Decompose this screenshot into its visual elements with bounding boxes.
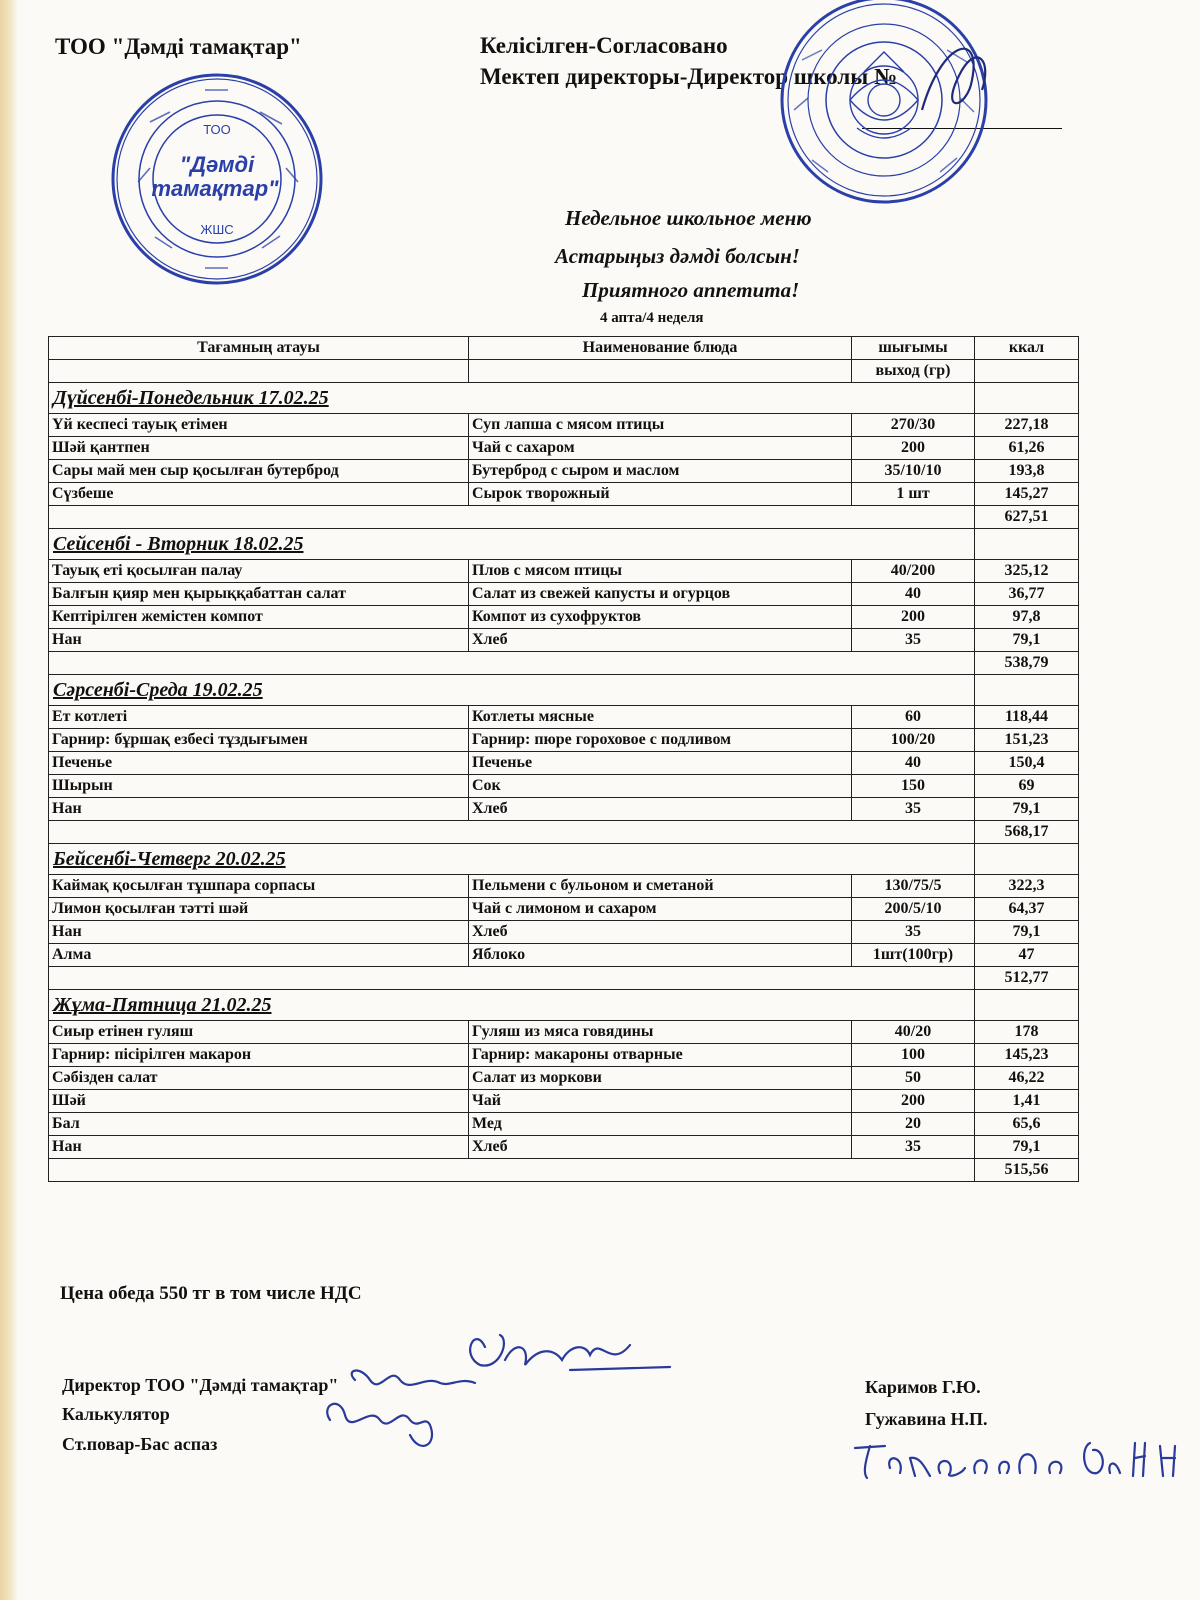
dish-kcal: 97,8 — [975, 606, 1079, 629]
dish-kcal: 47 — [975, 944, 1079, 967]
dish-name-ru: Яблоко — [469, 944, 852, 967]
school-stamp — [772, 0, 997, 205]
dish-yield: 50 — [852, 1067, 975, 1090]
dish-name-ru: Чай — [469, 1090, 852, 1113]
dish-yield: 100 — [852, 1044, 975, 1067]
table-row — [49, 898, 1079, 921]
director-signature-underline — [570, 1367, 670, 1370]
day-name: Жұма-Пятница 21.02.25 — [53, 994, 272, 1016]
week-label: 4 апта/4 неделя — [600, 310, 704, 326]
dish-kcal: 1,41 — [975, 1090, 1079, 1113]
dish-name-kz: Гарнир: бұршақ езбесі тұздығымен — [49, 729, 469, 752]
name-director: Каримов Г.Ю. — [865, 1377, 981, 1397]
day-row — [49, 844, 1079, 875]
table-row — [49, 629, 1079, 652]
menu-wish-ru: Приятного аппетита! — [582, 278, 800, 302]
dish-name-ru: Хлеб — [469, 921, 852, 944]
table-row — [49, 583, 1079, 606]
table-row — [49, 483, 1079, 506]
day-total-row — [49, 967, 1079, 990]
dish-kcal: 118,44 — [975, 706, 1079, 729]
dish-name-kz: Үй кеспесі тауық етімен — [49, 414, 469, 437]
dish-name-kz: Сүзбеше — [49, 483, 469, 506]
stamp-name-2: тамақтар" — [151, 176, 279, 201]
day-empty-cell — [975, 990, 1079, 1021]
dish-kcal: 46,22 — [975, 1067, 1079, 1090]
day-name: Дүйсенбі-Понедельник 17.02.25 — [53, 387, 329, 409]
table-row — [49, 1067, 1079, 1090]
dish-yield: 130/75/5 — [852, 875, 975, 898]
dish-name-ru: Салат из свежей капусты и огурцов — [469, 583, 852, 606]
dish-name-ru: Гарнир: макароны отварные — [469, 1044, 852, 1067]
dish-yield: 35/10/10 — [852, 460, 975, 483]
dish-name-ru: Котлеты мясные — [469, 706, 852, 729]
dish-kcal: 79,1 — [975, 921, 1079, 944]
dish-yield: 1шт(100гр) — [852, 944, 975, 967]
day-row — [49, 675, 1079, 706]
dish-name-ru: Печенье — [469, 752, 852, 775]
dish-yield: 1 шт — [852, 483, 975, 506]
dish-name-kz: Сары май мен сыр қосылған бутерброд — [49, 460, 469, 483]
menu-table — [48, 336, 1079, 1182]
dish-yield: 200 — [852, 437, 975, 460]
table-row — [49, 944, 1079, 967]
dish-yield: 200 — [852, 606, 975, 629]
dish-yield: 60 — [852, 706, 975, 729]
header-kcal: ккал — [975, 337, 1079, 360]
dish-yield: 270/30 — [852, 414, 975, 437]
day-name: Сейсенбі - Вторник 18.02.25 — [53, 533, 304, 555]
day-row — [49, 990, 1079, 1021]
dish-name-ru: Хлеб — [469, 798, 852, 821]
day-empty-cell — [975, 675, 1079, 706]
dish-name-kz: Нан — [49, 1136, 469, 1159]
dish-name-kz: Каймақ қосылған тұшпара сорпасы — [49, 875, 469, 898]
table-row — [49, 706, 1079, 729]
dish-kcal: 178 — [975, 1021, 1079, 1044]
header-ru-name: Наименование блюда — [469, 337, 852, 360]
dish-kcal: 79,1 — [975, 629, 1079, 652]
dish-yield: 150 — [852, 775, 975, 798]
chef-signature — [327, 1404, 432, 1446]
menu-title: Недельное школьное меню — [565, 206, 812, 230]
day-total-row — [49, 506, 1079, 529]
day-total-row — [49, 652, 1079, 675]
role-director: Директор ТОО "Дәмді тамақтар" — [62, 1375, 339, 1395]
dish-name-kz: Гарнир: пісірілген макарон — [49, 1044, 469, 1067]
table-row — [49, 921, 1079, 944]
dish-yield: 40/20 — [852, 1021, 975, 1044]
lunch-price: Цена обеда 550 тг в том числе НДС — [60, 1283, 362, 1304]
dish-name-ru: Суп лапша с мясом птицы — [469, 414, 852, 437]
handwritten-name — [845, 1428, 1190, 1493]
day-empty-cell — [975, 844, 1079, 875]
director-signature — [922, 49, 985, 110]
dish-kcal: 61,26 — [975, 437, 1079, 460]
day-total-kcal: 515,56 — [975, 1159, 1079, 1182]
day-empty-cell — [975, 383, 1079, 414]
dish-name-kz: Тауық еті қосылған палау — [49, 560, 469, 583]
company-name: ТОО "Дәмді тамақтар" — [55, 34, 302, 59]
table-row — [49, 1113, 1079, 1136]
table-row — [49, 729, 1079, 752]
day-total-kcal: 538,79 — [975, 652, 1079, 675]
dish-name-ru: Бутерброд с сыром и маслом — [469, 460, 852, 483]
dish-name-kz: Печенье — [49, 752, 469, 775]
dish-kcal: 79,1 — [975, 1136, 1079, 1159]
dish-name-kz: Лимон қосылған тәтті шәй — [49, 898, 469, 921]
dish-kcal: 322,3 — [975, 875, 1079, 898]
table-row — [49, 875, 1079, 898]
paper-edge — [0, 0, 18, 1600]
dish-kcal: 325,12 — [975, 560, 1079, 583]
dish-yield: 200/5/10 — [852, 898, 975, 921]
table-row — [49, 1021, 1079, 1044]
day-empty-cell — [975, 529, 1079, 560]
dish-name-ru: Хлеб — [469, 629, 852, 652]
table-row — [49, 606, 1079, 629]
dish-yield: 35 — [852, 921, 975, 944]
dish-name-kz: Кептірілген жемістен компот — [49, 606, 469, 629]
day-total-kcal: 512,77 — [975, 967, 1079, 990]
dish-yield: 100/20 — [852, 729, 975, 752]
dish-kcal: 69 — [975, 775, 1079, 798]
table-row — [49, 414, 1079, 437]
dish-name-ru: Салат из моркови — [469, 1067, 852, 1090]
table-row — [49, 1090, 1079, 1113]
table-row — [49, 460, 1079, 483]
dish-name-ru: Хлеб — [469, 1136, 852, 1159]
dish-name-kz: Сәбізден салат — [49, 1067, 469, 1090]
dish-kcal: 151,23 — [975, 729, 1079, 752]
subheader-yield: выход (гр) — [852, 360, 975, 383]
header-kz-name: Тағамның атауы — [49, 337, 469, 360]
day-total-kcal: 568,17 — [975, 821, 1079, 844]
dish-name-ru: Гарнир: пюре гороховое с подливом — [469, 729, 852, 752]
stamp-top-text: ТОО — [203, 122, 231, 137]
dish-kcal: 79,1 — [975, 798, 1079, 821]
table-subheader-row — [49, 360, 1079, 383]
dish-name-ru: Сырок творожный — [469, 483, 852, 506]
company-stamp — [110, 72, 325, 287]
dish-name-ru: Плов с мясом птицы — [469, 560, 852, 583]
day-row — [49, 383, 1079, 414]
dish-name-kz: Шәй қантпен — [49, 437, 469, 460]
dish-name-ru: Чай с сахаром — [469, 437, 852, 460]
day-total-row — [49, 1159, 1079, 1182]
header-yield: шығымы — [852, 337, 975, 360]
dish-name-kz: Шәй — [49, 1090, 469, 1113]
dish-kcal: 193,8 — [975, 460, 1079, 483]
dish-kcal: 36,77 — [975, 583, 1079, 606]
day-row — [49, 529, 1079, 560]
dish-kcal: 145,27 — [975, 483, 1079, 506]
role-calculator: Калькулятор — [62, 1404, 170, 1424]
dish-name-kz: Шырын — [49, 775, 469, 798]
dish-kcal: 65,6 — [975, 1113, 1079, 1136]
dish-name-kz: Сиыр етінен гуляш — [49, 1021, 469, 1044]
dish-name-kz: Алма — [49, 944, 469, 967]
day-name: Бейсенбі-Четверг 20.02.25 — [53, 848, 286, 870]
dish-yield: 40 — [852, 583, 975, 606]
dish-name-kz: Ет котлеті — [49, 706, 469, 729]
table-row — [49, 560, 1079, 583]
name-calculator: Гужавина Н.П. — [865, 1409, 988, 1429]
director-signature-footer — [470, 1335, 630, 1366]
dish-name-ru: Пельмени с бульоном и сметаной — [469, 875, 852, 898]
signatures — [300, 1325, 840, 1460]
table-row — [49, 798, 1079, 821]
table-row — [49, 437, 1079, 460]
dish-name-ru: Компот из сухофруктов — [469, 606, 852, 629]
dish-kcal: 64,37 — [975, 898, 1079, 921]
table-row — [49, 775, 1079, 798]
dish-name-kz: Нан — [49, 798, 469, 821]
dish-yield: 40 — [852, 752, 975, 775]
dish-name-ru: Гуляш из мяса говядины — [469, 1021, 852, 1044]
day-total-row — [49, 821, 1079, 844]
dish-yield: 35 — [852, 798, 975, 821]
dish-name-kz: Балғын қияр мен қырыққабаттан салат — [49, 583, 469, 606]
dish-kcal: 227,18 — [975, 414, 1079, 437]
day-total-kcal: 627,51 — [975, 506, 1079, 529]
dish-kcal: 150,4 — [975, 752, 1079, 775]
calculator-signature — [352, 1371, 475, 1385]
dish-yield: 35 — [852, 1136, 975, 1159]
menu-wish-kz: Астарыңыз дәмді болсын! — [555, 244, 800, 268]
stamp-bottom-text: ЖШС — [200, 222, 234, 237]
day-name: Сәрсенбі-Среда 19.02.25 — [53, 679, 263, 701]
dish-name-kz: Бал — [49, 1113, 469, 1136]
dish-yield: 200 — [852, 1090, 975, 1113]
table-row — [49, 752, 1079, 775]
dish-yield: 20 — [852, 1113, 975, 1136]
role-chef: Ст.повар-Бас аспаз — [62, 1434, 218, 1454]
table-row — [49, 1136, 1079, 1159]
dish-name-kz: Нан — [49, 921, 469, 944]
dish-name-ru: Сок — [469, 775, 852, 798]
agreed-line-2: Мектеп директоры-Директор школы № — [480, 64, 898, 89]
table-row — [49, 1044, 1079, 1067]
table-header-row — [49, 337, 1079, 360]
dish-kcal: 145,23 — [975, 1044, 1079, 1067]
stamp-name-1: "Дәмді — [179, 152, 255, 177]
agreed-line-1: Келісілген-Согласовано — [480, 33, 728, 58]
dish-name-ru: Мед — [469, 1113, 852, 1136]
dish-yield: 35 — [852, 629, 975, 652]
dish-name-ru: Чай с лимоном и сахаром — [469, 898, 852, 921]
dish-yield: 40/200 — [852, 560, 975, 583]
dish-name-kz: Нан — [49, 629, 469, 652]
